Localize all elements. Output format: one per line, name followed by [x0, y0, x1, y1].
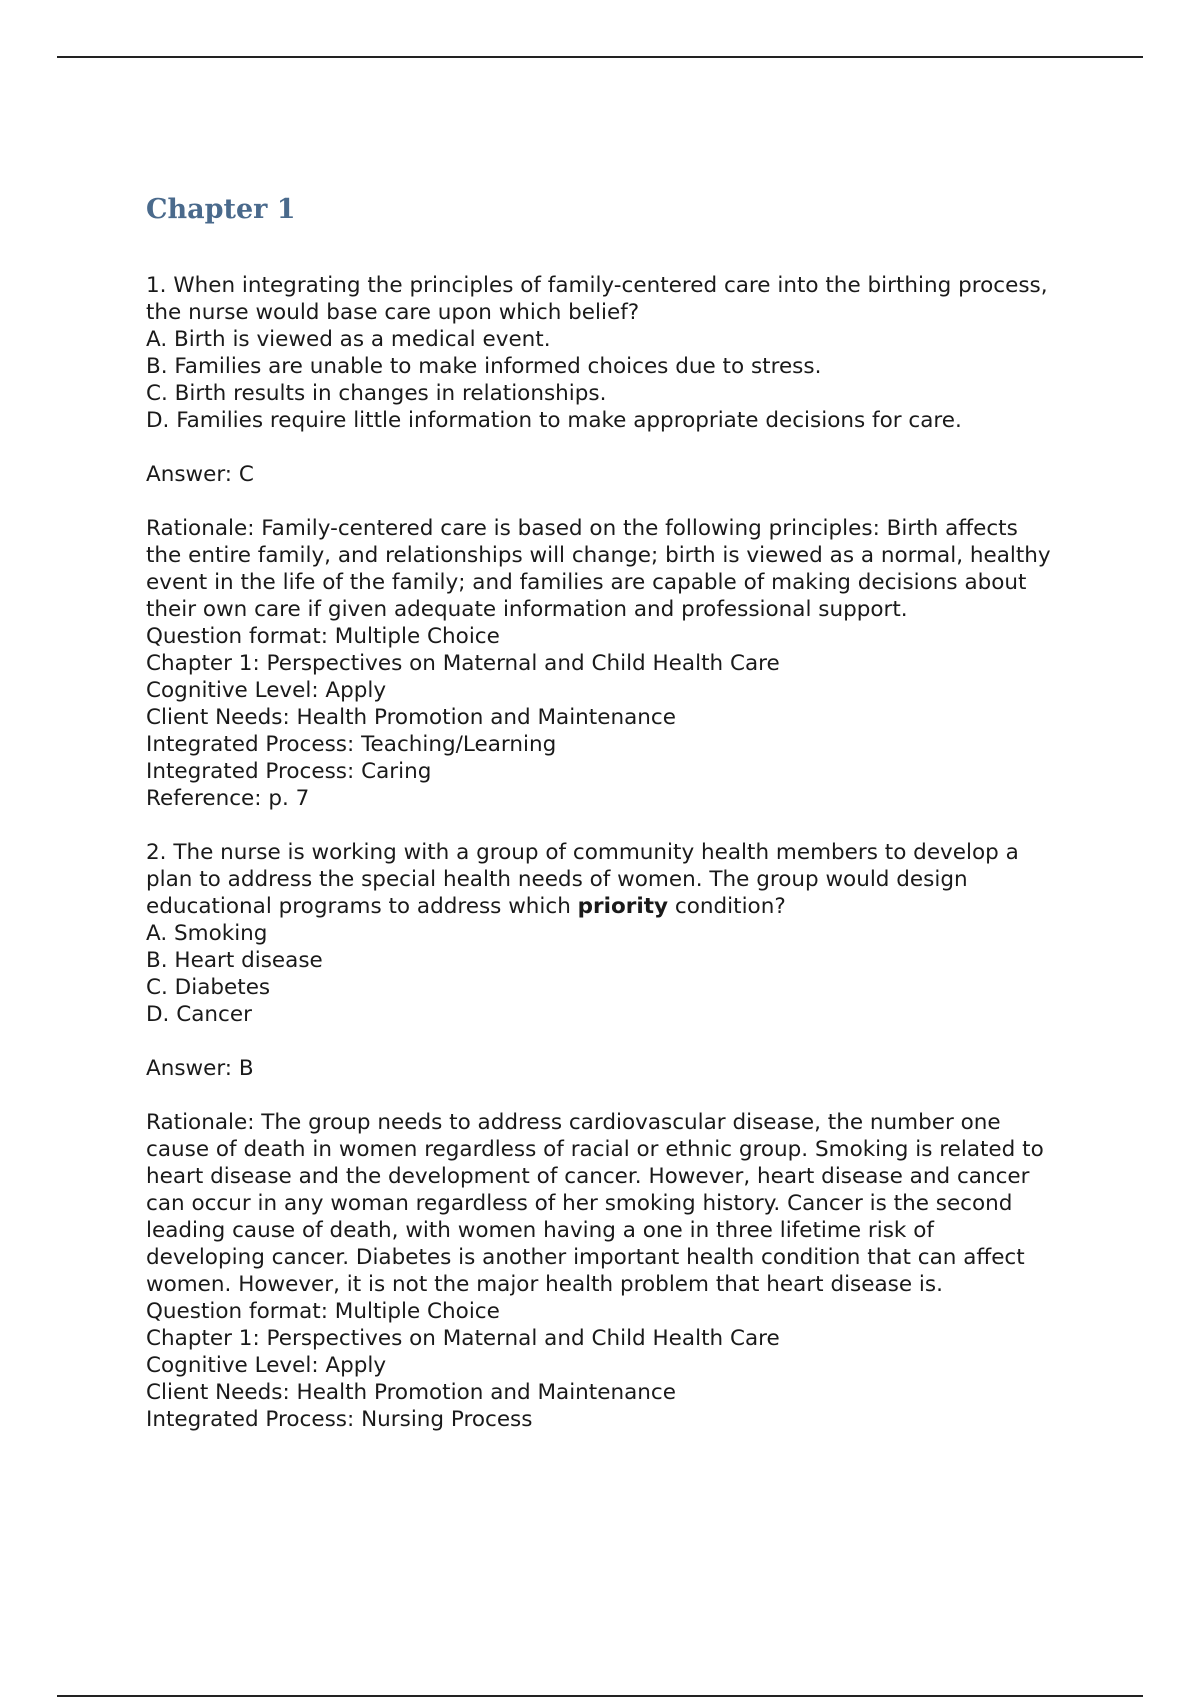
- rationale: [146, 515, 1096, 623]
- top-rule: [57, 56, 1143, 58]
- meta-question-format: Question format: Multiple Choice: [146, 1299, 500, 1324]
- bottom-rule: [57, 1695, 1143, 1697]
- stem-line: the nurse would base care upon which belief?: [146, 300, 640, 325]
- meta-cognitive-level: Cognitive Level: Apply: [146, 678, 387, 703]
- rationale-line: Rationale: The group needs to address cardiovascular disease, the number one: [146, 1110, 1001, 1135]
- option-c: C. Birth results in changes in relationships.: [146, 381, 607, 406]
- stem-line: plan to address the special health needs of women. The group would design: [146, 867, 968, 892]
- rationale-line: cause of death in women regardless of racial or ethnic group. Smoking is related to: [146, 1137, 1044, 1162]
- rationale-line: event in the life of the family; and families are capable of making decisions about: [146, 570, 1027, 595]
- meta-integrated-process: Integrated Process: Nursing Process: [146, 1407, 533, 1432]
- chapter-title: Chapter 1: [146, 194, 296, 225]
- priority-emphasis: priority: [577, 894, 669, 919]
- question-metadata: [146, 623, 1096, 812]
- rationale: [146, 1109, 1096, 1298]
- stem-text: condition?: [668, 894, 786, 919]
- stem-text: educational programs to address which: [146, 894, 578, 919]
- answer-options: [146, 920, 1096, 1028]
- option-b: B. Heart disease: [146, 948, 323, 973]
- rationale-line: their own care if given adequate information and professional support.: [146, 597, 908, 622]
- question-2: [146, 839, 1096, 1433]
- rationale-line: women. However, it is not the major health problem that heart disease is.: [146, 1272, 943, 1297]
- question-1: [146, 272, 1096, 812]
- rationale-line: leading cause of death, with women having a one in three lifetime risk of: [146, 1218, 934, 1243]
- stem-line: [146, 893, 1096, 920]
- rationale-line: developing cancer. Diabetes is another important health condition that can affect: [146, 1245, 1025, 1270]
- meta-reference: Reference: p. 7: [146, 786, 310, 811]
- rationale-line: can occur in any woman regardless of her smoking history. Cancer is the second: [146, 1191, 1013, 1216]
- question-metadata: [146, 1298, 1096, 1433]
- option-d: D. Families require little information to make appropriate decisions for care.: [146, 408, 962, 433]
- option-a: A. Smoking: [146, 921, 268, 946]
- rationale-line: Rationale: Family-centered care is based on the following principles: Birth affects: [146, 516, 1018, 541]
- option-c: C. Diabetes: [146, 975, 271, 1000]
- question-stem: [146, 272, 1096, 326]
- meta-question-format: Question format: Multiple Choice: [146, 624, 500, 649]
- option-b: B. Families are unable to make informed choices due to stress.: [146, 354, 822, 379]
- answer-line: Answer: C: [146, 462, 254, 487]
- stem-line: 1. When integrating the principles of family-centered care into the birthing process,: [146, 273, 1048, 298]
- option-d: D. Cancer: [146, 1002, 252, 1027]
- meta-integrated-process: Integrated Process: Teaching/Learning: [146, 732, 557, 757]
- rationale-line: the entire family, and relationships will change; birth is viewed as a normal, healthy: [146, 543, 1051, 568]
- document-body: [146, 192, 1096, 1433]
- meta-integrated-process: Integrated Process: Caring: [146, 759, 432, 784]
- answer-line: Answer: B: [146, 1056, 254, 1081]
- meta-client-needs: Client Needs: Health Promotion and Maintenance: [146, 1380, 676, 1405]
- meta-chapter: Chapter 1: Perspectives on Maternal and Child Health Care: [146, 651, 780, 676]
- question-stem: [146, 839, 1096, 920]
- meta-client-needs: Client Needs: Health Promotion and Maintenance: [146, 705, 676, 730]
- rationale-line: heart disease and the development of cancer. However, heart disease and cancer: [146, 1164, 1030, 1189]
- meta-chapter: Chapter 1: Perspectives on Maternal and Child Health Care: [146, 1326, 780, 1351]
- option-a: A. Birth is viewed as a medical event.: [146, 327, 551, 352]
- stem-line: 2. The nurse is working with a group of community health members to develop a: [146, 840, 1019, 865]
- meta-cognitive-level: Cognitive Level: Apply: [146, 1353, 387, 1378]
- answer-options: [146, 326, 1096, 434]
